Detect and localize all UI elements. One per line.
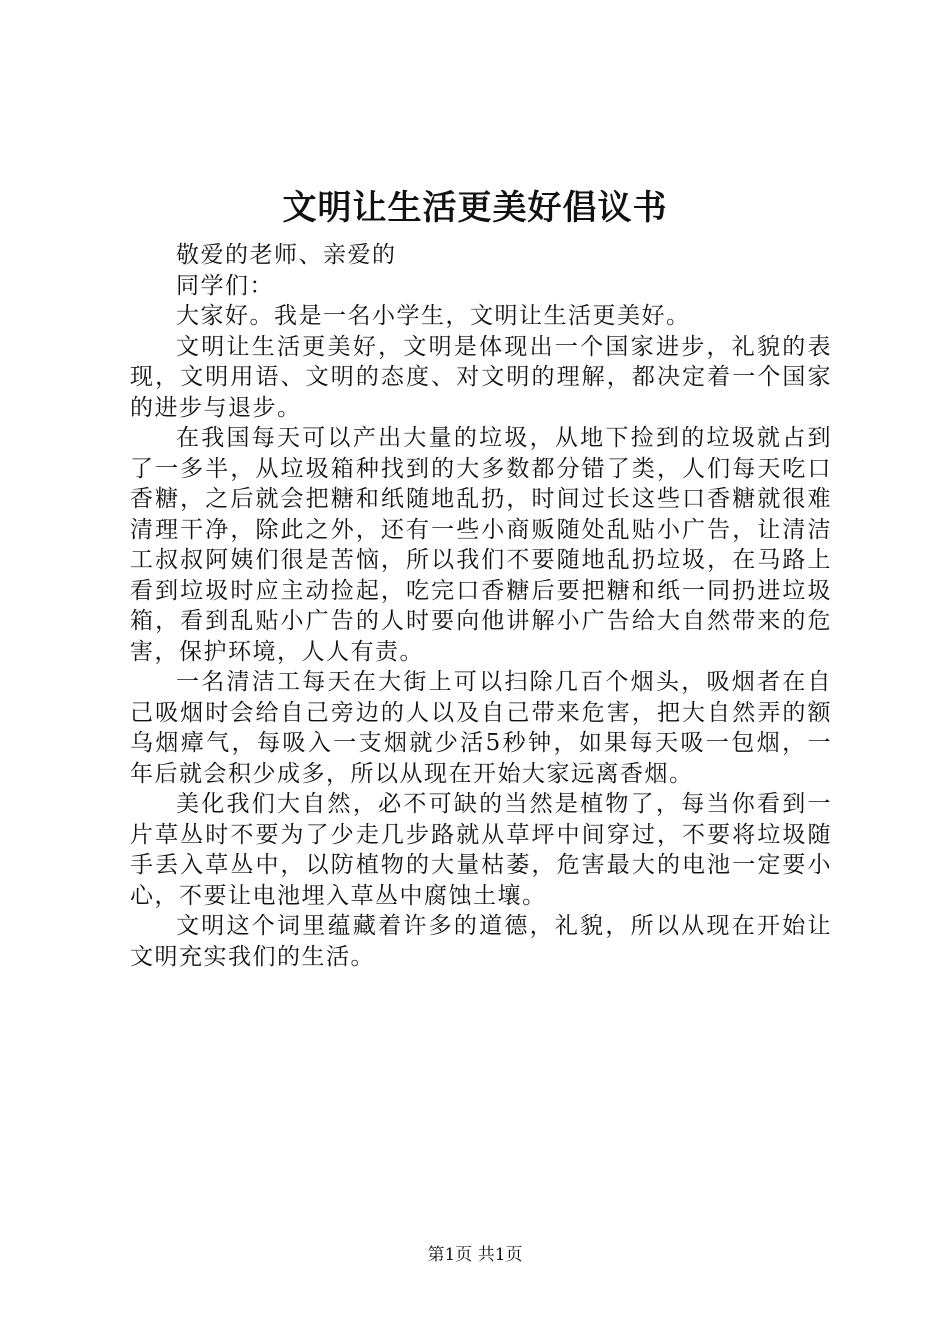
- body-paragraph: 在我国每天可以产出大量的垃圾，从地下捡到的垃圾就占到了一多半，从垃圾箱种找到的大多数都分错了类，人们每天吃口香糖，之后就会把糖和纸随地乱扔，时间过长这些口香糖就很难清理干净，除此之外，还有一些小商贩随处乱贴小广告，让清洁工叔叔阿姨们很是苦恼，所以我们不要随地乱扔垃圾，在马路上看到垃圾时应主动捡起，吃完口香糖后要把糖和纸一同扔进垃圾箱，看到乱贴小广告的人时要向他讲解小广告给大自然带来的危害，保护环境，人人有责。: [130, 425, 832, 665]
- document-title: 文明让生活更美好倡议书: [282, 188, 668, 228]
- body-paragraph: 一名清洁工每天在大街上可以扫除几百个烟头，吸烟者在自己吸烟时会给自己旁边的人以及自己带来危害，把大自然弄的额乌烟瘴气，每吸入一支烟就少活5秒钟，如果每天吸一包烟，一年后就会积少成多，所以从现在开始大家远离香烟。: [130, 669, 832, 787]
- body-paragraph: 美化我们大自然，必不可缺的当然是植物了，每当你看到一片草丛时不要为了少走几步路就从草坪中间穿过，不要将垃圾随手丢入草丛中，以防植物的大量枯萎，危害最大的电池一定要小心，不要让电池埋入草丛中腐蚀土壤。: [130, 791, 832, 909]
- salutation-line-1: 敬爱的老师、亲爱的: [176, 242, 397, 268]
- closing-paragraph: 文明这个词里蕴藏着许多的道德，礼貌，所以从现在开始让文明充实我们的生活。: [130, 913, 832, 970]
- page-number-footer: 第1页 共1页: [427, 1245, 523, 1265]
- salutation-line-2: 同学们：: [176, 272, 274, 299]
- document-body: [130, 240, 832, 972]
- body-paragraph: 文明让生活更美好，文明是体现出一个国家进步，礼貌的表现，文明用语、文明的态度、对文明的理解，都决定着一个国家的进步与退步。: [130, 333, 832, 421]
- greeting-paragraph: 大家好。我是一名小学生，文明让生活更美好。: [176, 303, 691, 329]
